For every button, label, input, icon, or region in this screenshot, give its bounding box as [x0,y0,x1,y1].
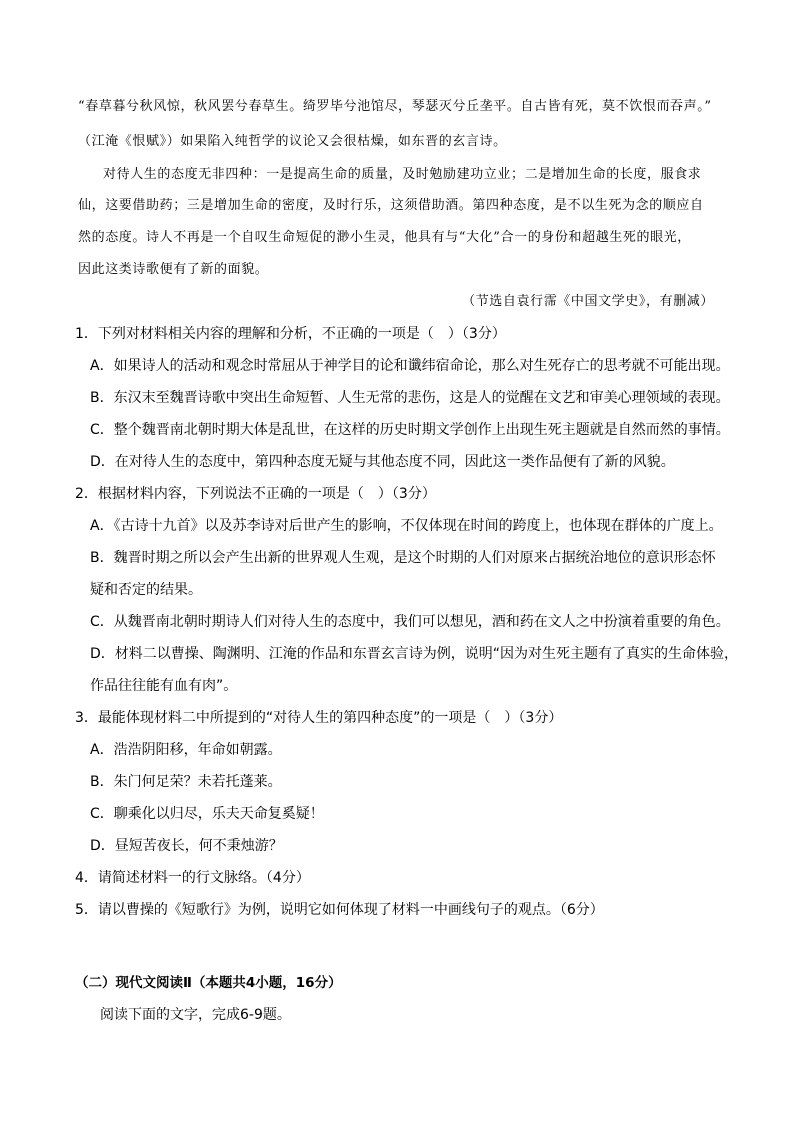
section-heading: （二）现代文阅读Ⅱ（本题共4小题，16分） [75,975,342,991]
question-1-option-d: D．在对待人生的态度中，第四种态度无疑与其他态度不同，因此这一类作品便有了新的风貌。 [90,454,675,470]
passage-source: （节选自袁行霈《中国文学史》，有删减） [462,294,714,309]
question-2-option-a: A．《古诗十九首》以及苏李诗对后世产生的影响，不仅体现在时间的跨度上，也体现在群体的广度上。 [90,518,723,534]
question-5-stem: 5．请以曹操的《短歌行》为例，说明它如何体现了材料一中画线句子的观点。（6分） [75,902,604,918]
question-1-option-a: A．如果诗人的活动和观念时常屈从于神学目的论和谶纬宿命论，那么对生死存亡的思考就不可能出现。 [90,358,730,374]
paragraph-line-3: 然的态度。诗人不再是一个自叹生命短促的渺小生灵，他具有与“大化”合一的身份和超越生死的眼光， [78,230,691,245]
paragraph-line-4: 因此这类诗歌便有了新的面貌。 [78,262,269,277]
question-2-option-b-continued: 疑和否定的结果。 [90,582,202,598]
quote-line-1: “春草暮兮秋风惊，秋风罢兮春草生。绮罗毕兮池馆尽，琴瑟灭兮丘垄平。自古皆有死，莫不饮恨而吞声。” [78,99,712,114]
question-2-option-b: B．魏晋时期之所以会产生出新的世界观人生观，是这个时期的人们对原来占据统治地位的意识形态怀 [90,550,716,566]
question-3-option-a: A．浩浩阴阳移，年命如朝露。 [90,742,282,758]
question-1-option-c: C．整个魏晋南北朝时期大体是乱世，在这样的历史时期文学创作上出现生死主题就是自然而然的事情。 [90,422,730,438]
question-3-option-d: D．昼短苦夜长，何不秉烛游？ [90,838,283,854]
paragraph-line-1: 对待人生的态度无非四种：一是提高生命的质量，及时勉励建功立业；二是增加生命的长度，服食求 [103,167,702,182]
question-2-option-d: D．材料二以曹操、陶渊明、江淹的作品和东晋玄言诗为例，说明“因为对生死主题有了真实的生命体验， [90,646,739,662]
question-1-stem: 1．下列对材料相关内容的理解和分析，不正确的一项是（ ）（3分） [75,326,506,342]
question-1-option-b: B．东汉末至魏晋诗歌中突出生命短暂、人生无常的悲伤，这是人的觉醒在文艺和审美心理领域的表现。 [90,390,730,406]
question-3-stem: 3．最能体现材料二中所提到的“对待人生的第四种态度”的一项是（ ）（3分） [75,710,563,726]
question-2-option-d-continued: 作品往往能有血有肉”。 [90,678,238,694]
question-2-stem: 2．根据材料内容，下列说法不正确的一项是（ ）（3分） [75,486,436,502]
section-instruction: 阅读下面的文字，完成6-9题。 [100,1007,291,1023]
question-3-option-b: B．朱门何足荣？未若托蓬莱。 [90,774,282,790]
question-2-option-c: C．从魏晋南北朝时期诗人们对待人生的态度中，我们可以想见，酒和药在文人之中扮演着重要的角色。 [90,614,730,630]
quote-line-2: （江淹《恨赋》）如果陷入纯哲学的议论又会很枯燥，如东晋的玄言诗。 [78,134,507,149]
question-4-stem: 4．请简述材料一的行文脉络。（4分） [75,870,310,886]
question-3-option-c: C．聊乘化以归尽，乐夫天命复奚疑！ [90,806,324,822]
paragraph-line-2: 仙，这要借助药；三是增加生命的密度，及时行乐，这须借助酒。第四种态度，是不以生死为念的顺应自 [78,198,704,213]
